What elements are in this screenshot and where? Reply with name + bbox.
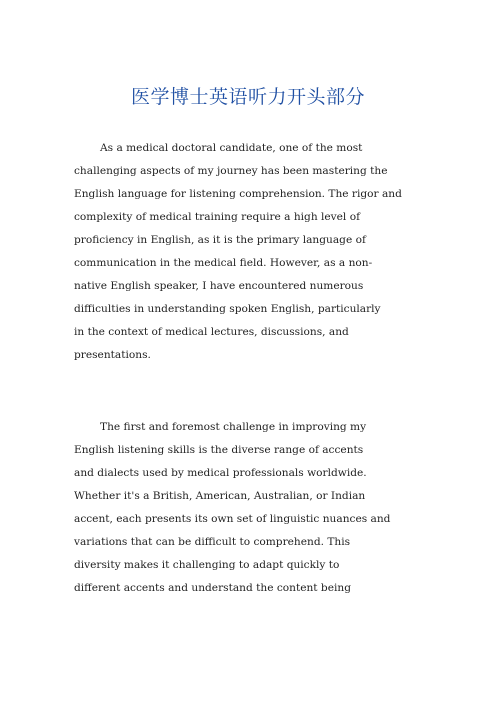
text-line: diversity makes it challenging to adapt quickly to — [74, 559, 340, 571]
text-line: proficiency in English, as it is the primary language of — [74, 234, 366, 246]
text-line: difficulties in understanding spoken English, particularly — [74, 303, 381, 315]
text-line: complexity of medical training require a high level of — [74, 211, 360, 223]
text-line: communication in the medical field. However, as a non- — [74, 257, 373, 269]
text-line: variations that can be difficult to comprehend. This — [74, 536, 351, 548]
text-line: Whether it's a British, American, Australian, or Indian — [74, 490, 366, 502]
body-paragraph-2 — [74, 416, 424, 600]
text-line: different accents and understand the content being — [74, 582, 351, 594]
text-line: English listening skills is the diverse range of accents — [74, 444, 364, 456]
text-line: native English speaker, I have encountered numerous — [74, 280, 364, 292]
text-line: The first and foremost challenge in improving my — [100, 421, 367, 433]
text-line: accent, each presents its own set of linguistic nuances and — [74, 513, 391, 525]
body-paragraph-1 — [74, 137, 424, 367]
text-line: English language for listening comprehension. The rigor and — [74, 188, 402, 200]
text-line: challenging aspects of my journey has been mastering the — [74, 165, 388, 177]
text-line: in the context of medical lectures, discussions, and — [74, 326, 349, 338]
text-line: As a medical doctoral candidate, one of the most — [100, 142, 363, 154]
text-line: and dialects used by medical professionals worldwide. — [74, 467, 367, 479]
document-title: 医学博士英语听力开头部分 — [130, 86, 365, 108]
text-line: presentations. — [74, 349, 151, 361]
